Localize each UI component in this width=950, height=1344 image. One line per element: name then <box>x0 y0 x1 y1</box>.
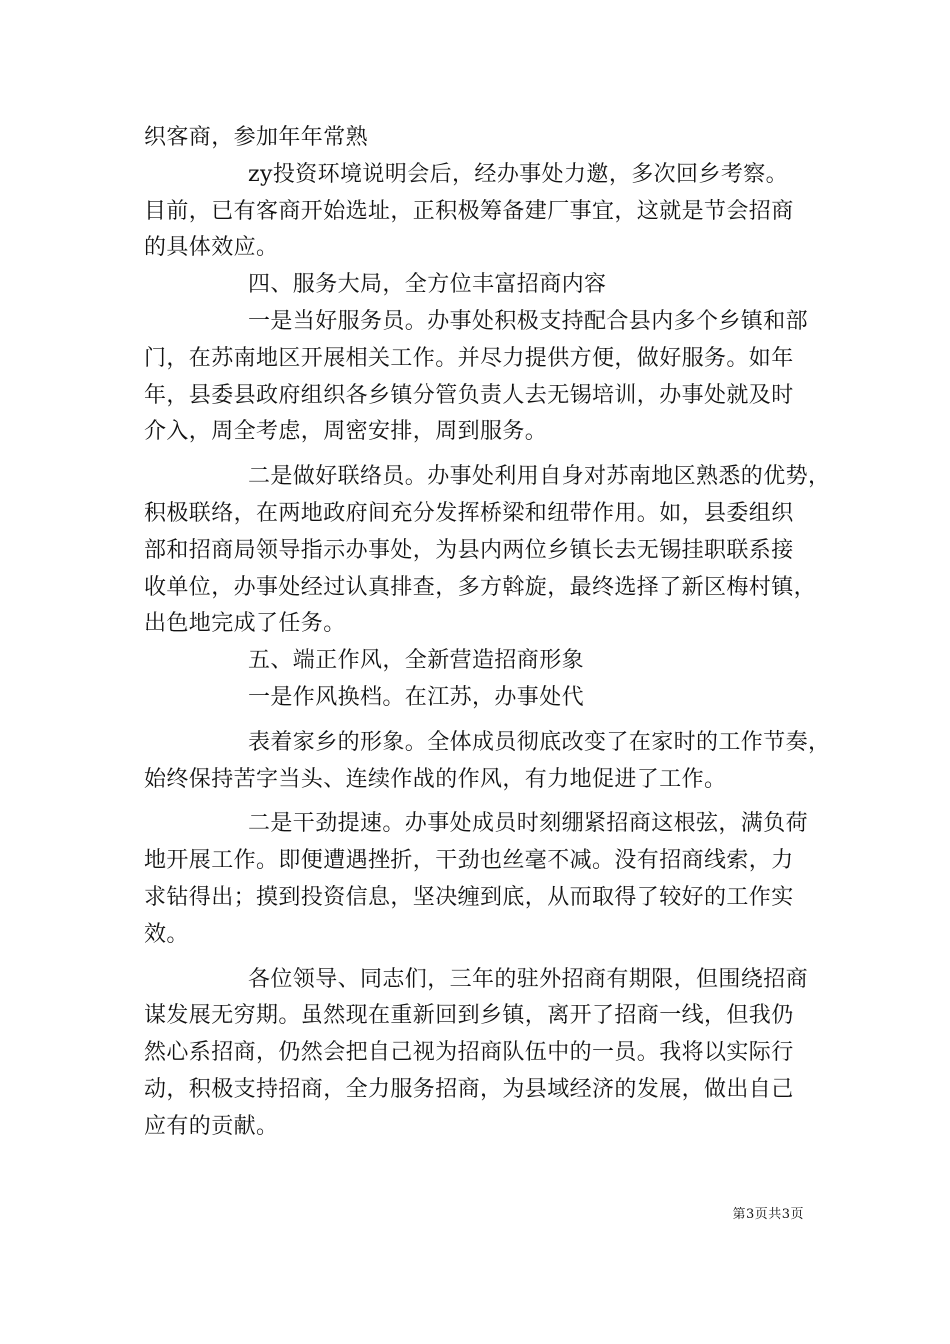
text-line: 动，积极支持招商，全力服务招商，为县域经济的发展，做出自己 <box>144 1076 794 1102</box>
text-line: 年，县委县政府组织各乡镇分管负责人去无锡培训，办事处就及时 <box>144 382 794 408</box>
text-line: 二是干劲提速。办事处成员时刻绷紧招商这根弦，满负荷 <box>248 811 809 837</box>
text-line: 然心系招商，仍然会把自己视为招商队伍中的一员。我将以实际行 <box>144 1040 794 1066</box>
text-line: 表着家乡的形象。全体成员彻底改变了在家时的工作节奏， <box>248 729 831 755</box>
document-body <box>144 120 830 1146</box>
text-line: 效。 <box>144 921 189 947</box>
text-line: zy投资环境说明会后，经办事处力邀，多次回乡考察。 <box>248 161 789 187</box>
text-line: 始终保持苦字当头、连续作战的作风，有力地促进了工作。 <box>144 766 727 792</box>
page-number: 第3页共3页 <box>732 1207 804 1222</box>
section-heading: 五、端正作风，全新营造招商形象 <box>248 648 585 674</box>
text-line: 目前，已有客商开始选址，正积极筹备建厂事宜，这就是节会招商 <box>144 198 794 224</box>
text-line: 收单位，办事处经过认真排查，多方斡旋，最终选择了新区梅村镇， <box>144 574 817 600</box>
text-line: 一是当好服务员。办事处积极支持配合县内多个乡镇和部 <box>248 308 809 334</box>
text-line: 部和招商局领导指示办事处，为县内两位乡镇长去无锡挂职联系接 <box>144 537 794 563</box>
text-line: 的具体效应。 <box>144 235 279 261</box>
text-line: 二是做好联络员。办事处利用自身对苏南地区熟悉的优势， <box>248 464 831 490</box>
text-line: 求钻得出；摸到投资信息，坚决缠到底，从而取得了较好的工作实 <box>144 884 794 910</box>
text-line: 一是作风换档。在江苏，办事处代 <box>248 684 585 710</box>
text-line: 织客商，参加年年常熟 <box>144 125 369 150</box>
text-line: 门，在苏南地区开展相关工作。并尽力提供方便，做好服务。如年 <box>144 345 794 371</box>
text-line: 出色地完成了任务。 <box>144 611 346 637</box>
text-line: 应有的贡献。 <box>144 1113 279 1139</box>
text-line: 介入，周全考虑，周密安排，周到服务。 <box>144 419 548 445</box>
text-line: 各位领导、同志们，三年的驻外招商有期限，但围绕招商 <box>248 966 809 992</box>
text-line: 谋发展无穷期。虽然现在重新回到乡镇，离开了招商一线，但我仍 <box>144 1003 794 1029</box>
text-line: 积极联络，在两地政府间充分发挥桥梁和纽带作用。如，县委组织 <box>144 500 794 526</box>
text-line: 地开展工作。即便遭遇挫折，干劲也丝毫不减。没有招商线索，力 <box>144 848 794 874</box>
section-heading: 四、服务大局，全方位丰富招商内容 <box>248 272 607 298</box>
